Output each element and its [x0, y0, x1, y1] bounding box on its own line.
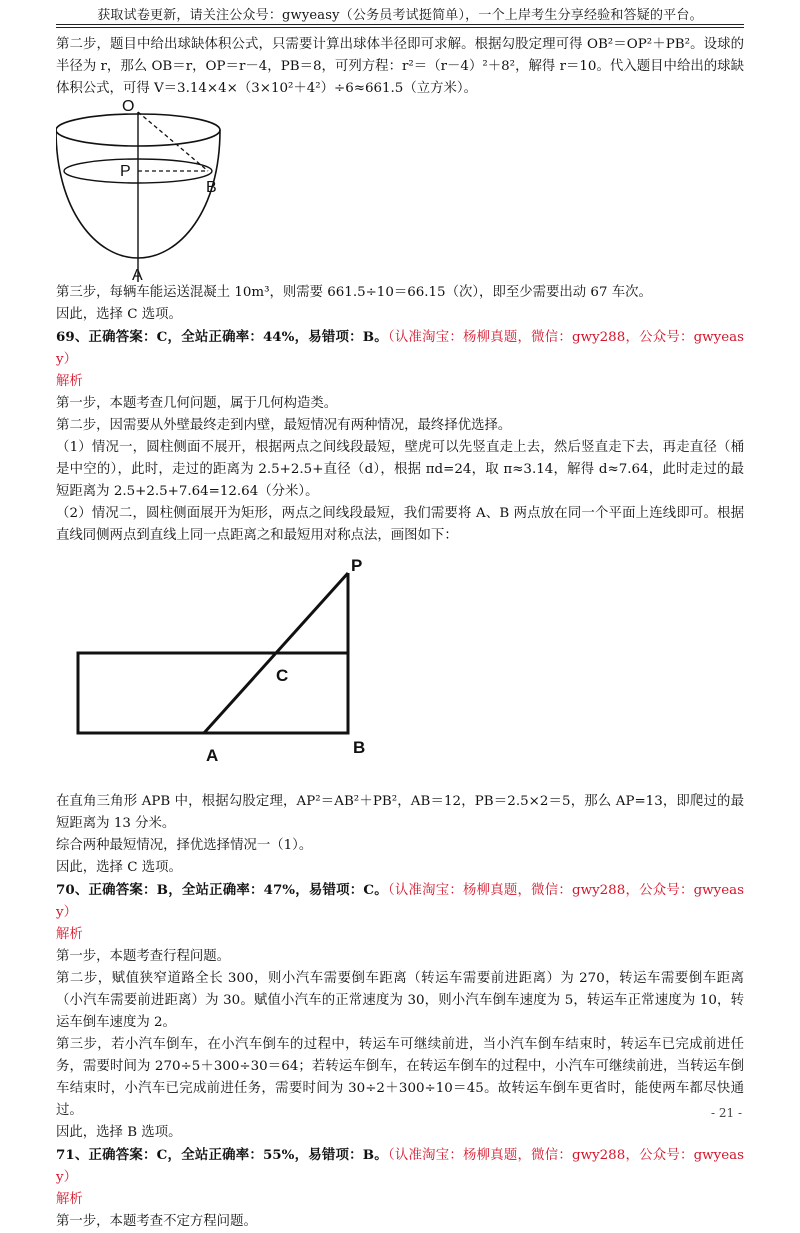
q71-analysis-label: 解析	[56, 1192, 83, 1207]
label-a: A	[206, 746, 219, 765]
q69-after-line: 在直角三角形 APB 中，根据勾股定理，AP²＝AB²＋PB²，AB＝12，PB＝2.5×2＝5，那么 AP=13，即爬过的最短距离为 13 分米。	[56, 794, 744, 831]
label-p: P	[120, 163, 131, 180]
q69-after-line: 综合两种最短情况，择优选择情况一（1）。	[56, 838, 313, 853]
q70-analysis-label: 解析	[56, 927, 83, 942]
q70-head: 70、正确答案：B，全站正确率：47%，易错项：C。	[56, 882, 388, 898]
q71-line: 第一步，本题考查不定方程问题。	[56, 1214, 257, 1229]
q71-ad: （认准淘宝：杨柳真题，微信：gwy288，公众号：gwyeasy）	[56, 1148, 744, 1185]
header-divider-2	[56, 27, 744, 28]
q70-ad: （认准淘宝：杨柳真题，微信：gwy288，公众号：gwyeasy）	[56, 883, 744, 920]
label-o: O	[122, 100, 135, 115]
step3-paragraph: 第三步，每辆车能运送混凝土 10m³，则需要 661.5÷10＝66.15（次），即至少需要出动 67 车次。	[56, 285, 652, 300]
q69-analysis-label: 解析	[56, 374, 83, 389]
page-number: - 21 -	[710, 1106, 742, 1120]
label-b: B	[206, 179, 217, 196]
step2-paragraph: 第二步，题目中给出球缺体积公式，只需要计算出球体半径即可求解。根据勾股定理可得 OB²＝OP²＋PB²。设球的半径为 r，那么 OB＝r，OP＝r－4，PB＝8，可列方程：r²＝（r－4）²＋8²，解得 r＝10。代入题目中给出的球缺体积公式，可得 V＝3.14×4×（3×10²＋4²）÷6≈661.5（立方米）。	[56, 37, 744, 96]
q69-line: 第一步，本题考查几何问题，属于几何构造类。	[56, 396, 338, 411]
q70-answer-line	[56, 879, 744, 924]
q69-head: 69、正确答案：C，全站正确率：44%，易错项：B。	[56, 329, 388, 345]
sphere-cap-figure	[56, 100, 744, 282]
q69-answer-line	[56, 326, 744, 371]
q70-line: 第一步，本题考查行程问题。	[56, 949, 231, 964]
label-a: A	[132, 267, 143, 282]
q71-answer-line	[56, 1144, 744, 1189]
page-header: 获取试卷更新，请关注公众号：gwyeasy（公务员考试挺简单），一个上岸考生分享经验和答疑的平台。	[97, 8, 703, 23]
q69-line: （1）情况一，圆柱侧面不展开，根据两点之间线段最短，壁虎可以先竖直走上去，然后竖直走下去，再走直径（桶是中空的），此时，走过的距离为 2.5+2.5+直径（d），根据 πd=24，取 π≈3.14，解得 d≈7.64，此时走过的最短距离为 2.5+2.5+7.64=12.64（分米）。	[56, 440, 744, 499]
q70-line: 因此，选择 B 选项。	[56, 1125, 182, 1140]
q69-line: （2）情况二，圆柱侧面展开为矩形，两点之间线段最短，我们需要将 A、B 两点放在同一个平面上连线即可。根据直线同侧两点到直线上同一点距离之和最短用对称点法，画图如下：	[56, 506, 744, 543]
unfolded-cylinder-figure	[56, 553, 744, 791]
label-b: B	[353, 738, 366, 757]
label-p: P	[351, 556, 363, 575]
q71-head: 71、正确答案：C，全站正确率：55%，易错项：B。	[56, 1147, 388, 1163]
q69-line: 第二步，因需要从外壁最终走到内壁，最短情况有两种情况，最终择优选择。	[56, 418, 512, 433]
header-divider	[56, 24, 744, 25]
q69-after-line: 因此，选择 C 选项。	[56, 860, 182, 875]
q69-ad: （认准淘宝：杨柳真题，微信：gwy288，公众号：gwyeasy）	[56, 330, 744, 367]
q70-line: 第二步，赋值狭窄道路全长 300，则小汽车需要倒车距离（转运车需要前进距离）为 270，转运车需要倒车距离（小汽车需要前进距离）为 30。赋值小汽车的正常速度为 30，则小汽车倒车速度为 5，转运车正常速度为 10，转运车倒车速度为 2。	[56, 971, 744, 1030]
label-c: C	[276, 666, 289, 685]
unfolded-cylinder-diagram	[56, 553, 386, 791]
sphere-cap-diagram	[56, 100, 276, 282]
document-body	[56, 34, 744, 1233]
conclusion-68: 因此，选择 C 选项。	[56, 307, 182, 322]
q70-line: 第三步，若小汽车倒车，在小汽车倒车的过程中，转运车可继续前进，当小汽车倒车结束时，转运车已完成前进任务，需要时间为 270÷5＋300÷30＝64；若转运车倒车，在转运车倒车的过程中，小汽车可继续前进，当转运车倒车结束时，小汽车已完成前进任务，需要时间为 30÷2＋300÷10＝45。故转运车倒车更省时，能使两车都尽快通过。	[56, 1037, 744, 1118]
